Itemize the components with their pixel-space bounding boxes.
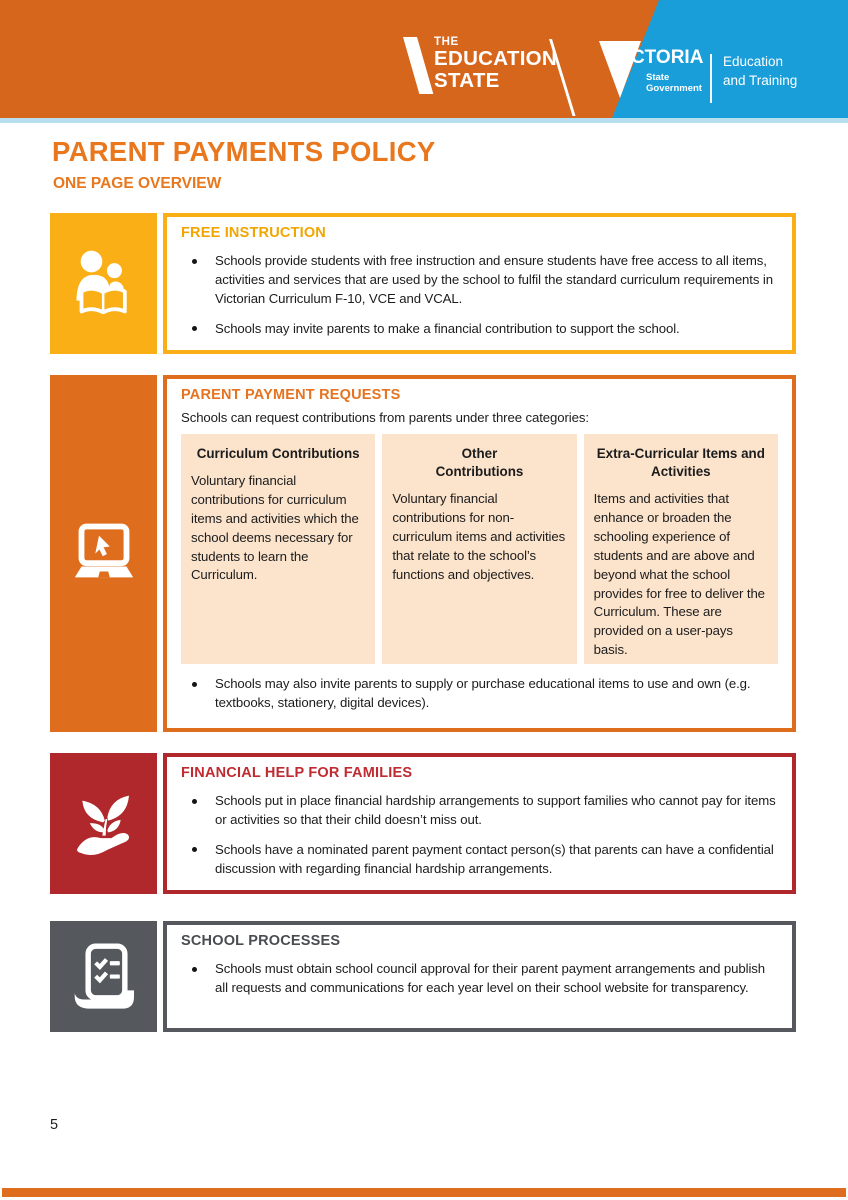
adult-reading-to-child-icon (50, 213, 157, 354)
category-body: Items and activities that enhance or broaden the schooling experience of students and are above and beyond what the school provides for free to deliver the Curriculum. These are provided on a user-pays basis. (593, 491, 765, 658)
school-processes-content (163, 921, 796, 1032)
adult-reading-to-child-icon-svg (64, 244, 144, 324)
checklist-clipboard-icon (50, 921, 157, 1032)
category-body: Voluntary financial contributions for non-curriculum items and activities that relate to the school’s functions and objectives. (392, 491, 566, 582)
header-blue-diagonal (0, 0, 848, 118)
hand-holding-plant-icon (50, 753, 157, 894)
section-free-instruction (50, 213, 796, 354)
section-financial-help (50, 753, 796, 894)
category-curriculum-contributions (181, 434, 375, 664)
page-number: 5 (50, 1117, 59, 1133)
category-heading: Extra-Curricular Items and Activities (596, 446, 765, 480)
category-heading: Curriculum Contributions (196, 446, 360, 461)
section-heading: FINANCIAL HELP FOR FAMILIES (181, 765, 413, 781)
education-state-logo-bar (403, 37, 433, 94)
section-parent-payment-requests (50, 375, 796, 732)
education-state-logo-the: THE (434, 36, 459, 48)
hand-holding-plant-icon-svg (64, 784, 144, 864)
bullet-item: Schools must obtain school council approval for their parent payment arrangements and publish all requests and communications for each year level on their school website for transparency. (179, 960, 780, 998)
categories-table (181, 434, 778, 664)
education-state-logo (434, 36, 557, 91)
section-intro: Schools can request contributions from parents under three categories: (181, 410, 589, 425)
department-line2: and Training (723, 72, 798, 88)
victoria-logo-caption-state: State (646, 72, 670, 83)
checklist-clipboard-icon-svg (64, 937, 144, 1017)
victoria-logo-caption-government: Government (646, 83, 702, 94)
laptop-cursor-icon-svg (64, 514, 144, 594)
bullet-list (179, 960, 780, 998)
bullet-item: Schools have a nominated parent payment contact person(s) that parents can have a confidential discussion with regarding financial hardship arrangements. (179, 841, 780, 879)
free-instruction-content (163, 213, 796, 354)
header-band (0, 0, 848, 118)
section-heading: SCHOOL PROCESSES (181, 933, 341, 949)
header-divider (710, 54, 712, 103)
bullet-list (179, 675, 780, 713)
header-underline (0, 118, 848, 123)
category-extra-curricular (584, 434, 778, 664)
category-body: Voluntary financial contributions for curriculum items and activities which the school deems necessary for students to learn the Curriculum. (191, 473, 359, 583)
footer-bar (2, 1188, 846, 1197)
section-school-processes (50, 921, 796, 1032)
education-state-logo-education: EDUCATION (434, 47, 558, 70)
category-heading: Other Contributions (435, 446, 524, 480)
education-state-logo-state: STATE (434, 68, 500, 92)
bullet-item: Schools may invite parents to make a financial contribution to support the school. (179, 320, 780, 339)
department-name (723, 53, 797, 90)
financial-help-content (163, 753, 796, 894)
department-line1: Education (723, 54, 784, 69)
parent-payment-requests-content (163, 375, 796, 732)
victoria-logo-name: VICTORIA (613, 47, 704, 68)
bullet-item: Schools provide students with free instruction and ensure students have free access to all items, activities and services that are used by the school to fulfil the standard curriculum requirements in Victorian Curriculum F-10, VCE and VCAL. (179, 252, 780, 309)
bullet-item: Schools put in place financial hardship arrangements to support families who cannot pay for items or activities so that their child doesn’t miss out. (179, 792, 780, 830)
laptop-cursor-icon (50, 375, 157, 732)
section-heading: PARENT PAYMENT REQUESTS (181, 387, 401, 403)
category-other-contributions (382, 434, 576, 664)
victoria-logo-caption (646, 72, 702, 94)
section-heading: FREE INSTRUCTION (181, 225, 326, 241)
bullet-list (179, 792, 780, 879)
page-title: PARENT PAYMENTS POLICY (52, 136, 436, 167)
bullet-item: Schools may also invite parents to supply or purchase educational items to use and own (e.g. textbooks, stationery, digital devices). (179, 675, 780, 713)
bullet-list (179, 252, 780, 339)
page-subtitle: ONE PAGE OVERVIEW (53, 175, 222, 192)
